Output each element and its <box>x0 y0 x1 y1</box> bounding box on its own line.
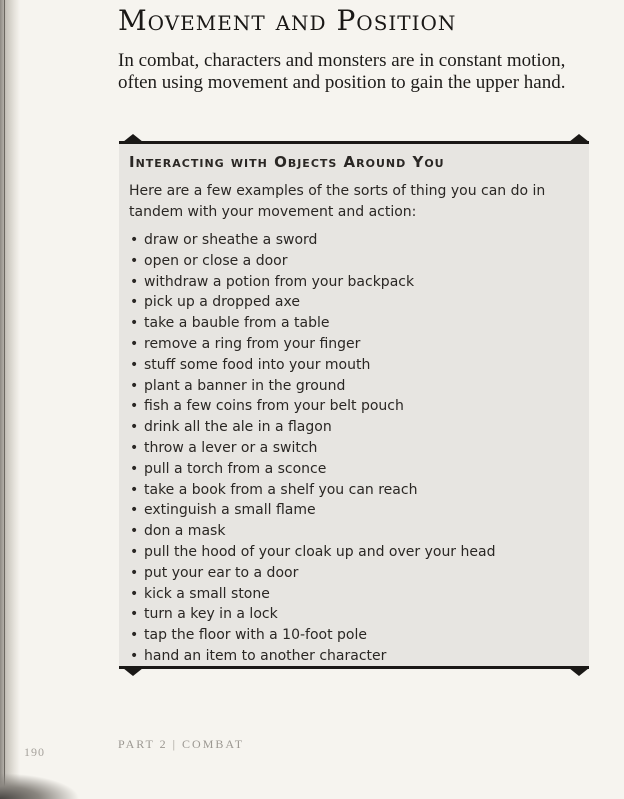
bullet-icon: • <box>130 502 139 519</box>
bullet-icon: • <box>130 585 139 602</box>
sidebar-panel <box>119 144 589 666</box>
bullet-icon: • <box>130 606 139 623</box>
bottom-right-arrow-ornament <box>569 668 589 676</box>
list-item-text: take a book from a shelf you can reach <box>144 481 418 498</box>
list-item-text: remove a ring from your finger <box>144 335 361 352</box>
list-item-text: turn a key in a lock <box>144 606 278 623</box>
list-item <box>129 646 495 667</box>
list-item-text: fish a few coins from your belt pouch <box>144 398 404 415</box>
top-right-arrow-ornament <box>569 134 589 142</box>
sidebar-box <box>119 137 589 675</box>
list-item <box>129 625 495 646</box>
top-left-arrow-ornament <box>123 134 143 142</box>
bullet-icon: • <box>130 460 139 477</box>
list-item <box>129 438 495 459</box>
sidebar-title: Interacting with Objects Around You <box>129 153 445 171</box>
bullet-icon: • <box>130 398 139 415</box>
list-item <box>129 251 495 272</box>
intro-paragraph: In combat, characters and monsters are in constant motion, often using movement and position to gain the upper hand. <box>118 50 566 93</box>
list-item <box>129 355 495 376</box>
list-item <box>129 500 495 521</box>
bullet-icon: • <box>130 294 139 311</box>
example-list <box>129 230 495 667</box>
bullet-icon: • <box>130 543 139 560</box>
gutter-line <box>4 0 5 799</box>
bullet-icon: • <box>130 627 139 644</box>
list-item-text: throw a lever or a switch <box>144 439 318 456</box>
bullet-icon: • <box>130 377 139 394</box>
list-item <box>129 563 495 584</box>
page-curl <box>0 773 80 799</box>
list-item-text: take a bauble from a table <box>144 315 330 332</box>
bullet-icon: • <box>130 273 139 290</box>
sidebar-top-rule <box>119 141 589 144</box>
list-item-text: withdraw a potion from your backpack <box>144 273 415 290</box>
list-item <box>129 376 495 397</box>
bullet-icon: • <box>130 335 139 352</box>
list-item-text: draw or sheathe a sword <box>144 232 318 248</box>
list-item-text: drink all the ale in a flagon <box>144 419 332 436</box>
list-item-text: open or close a door <box>144 252 288 269</box>
list-item-text: hand an item to another character <box>144 647 387 664</box>
list-item <box>129 542 495 563</box>
list-item <box>129 292 495 313</box>
list-item <box>129 459 495 480</box>
sidebar-intro: Here are a few examples of the sorts of thing you can do in tandem with your movement and action: <box>129 183 546 220</box>
running-footer: PART 2 | COMBAT <box>118 737 245 751</box>
bullet-icon: • <box>130 252 139 269</box>
list-item-text: kick a small stone <box>144 585 270 602</box>
bullet-icon: • <box>130 232 139 248</box>
book-gutter <box>0 0 20 799</box>
list-item <box>129 604 495 625</box>
bullet-icon: • <box>130 564 139 581</box>
list-item-text: extinguish a small flame <box>144 502 316 519</box>
list-item-text: tap the floor with a 10-foot pole <box>144 627 367 644</box>
bullet-icon: • <box>130 647 139 664</box>
list-item-text: put your ear to a door <box>144 564 299 581</box>
list-item <box>129 313 495 334</box>
bullet-icon: • <box>130 419 139 436</box>
list-item-text: pull the hood of your cloak up and over your head <box>144 543 496 560</box>
list-item <box>129 230 495 251</box>
sidebar-bottom-rule <box>119 666 589 669</box>
list-item-text: pull a torch from a sconce <box>144 460 327 477</box>
bullet-icon: • <box>130 315 139 332</box>
list-item <box>129 272 495 293</box>
list-item <box>129 417 495 438</box>
list-item-text: stuff some food into your mouth <box>144 356 371 373</box>
page-number: 190 <box>24 745 45 759</box>
list-item-text: pick up a dropped axe <box>144 294 300 311</box>
bullet-icon: • <box>130 439 139 456</box>
bullet-icon: • <box>130 523 139 540</box>
list-item <box>129 396 495 417</box>
list-item <box>129 334 495 355</box>
bottom-left-arrow-ornament <box>123 668 143 676</box>
list-item-text: plant a banner in the ground <box>144 377 346 394</box>
list-item-text: don a mask <box>144 523 226 540</box>
list-item <box>129 480 495 501</box>
list-item <box>129 584 495 605</box>
bullet-icon: • <box>130 356 139 373</box>
bullet-icon: • <box>130 481 139 498</box>
list-item <box>129 521 495 542</box>
section-heading: Movement and Position <box>118 4 457 37</box>
